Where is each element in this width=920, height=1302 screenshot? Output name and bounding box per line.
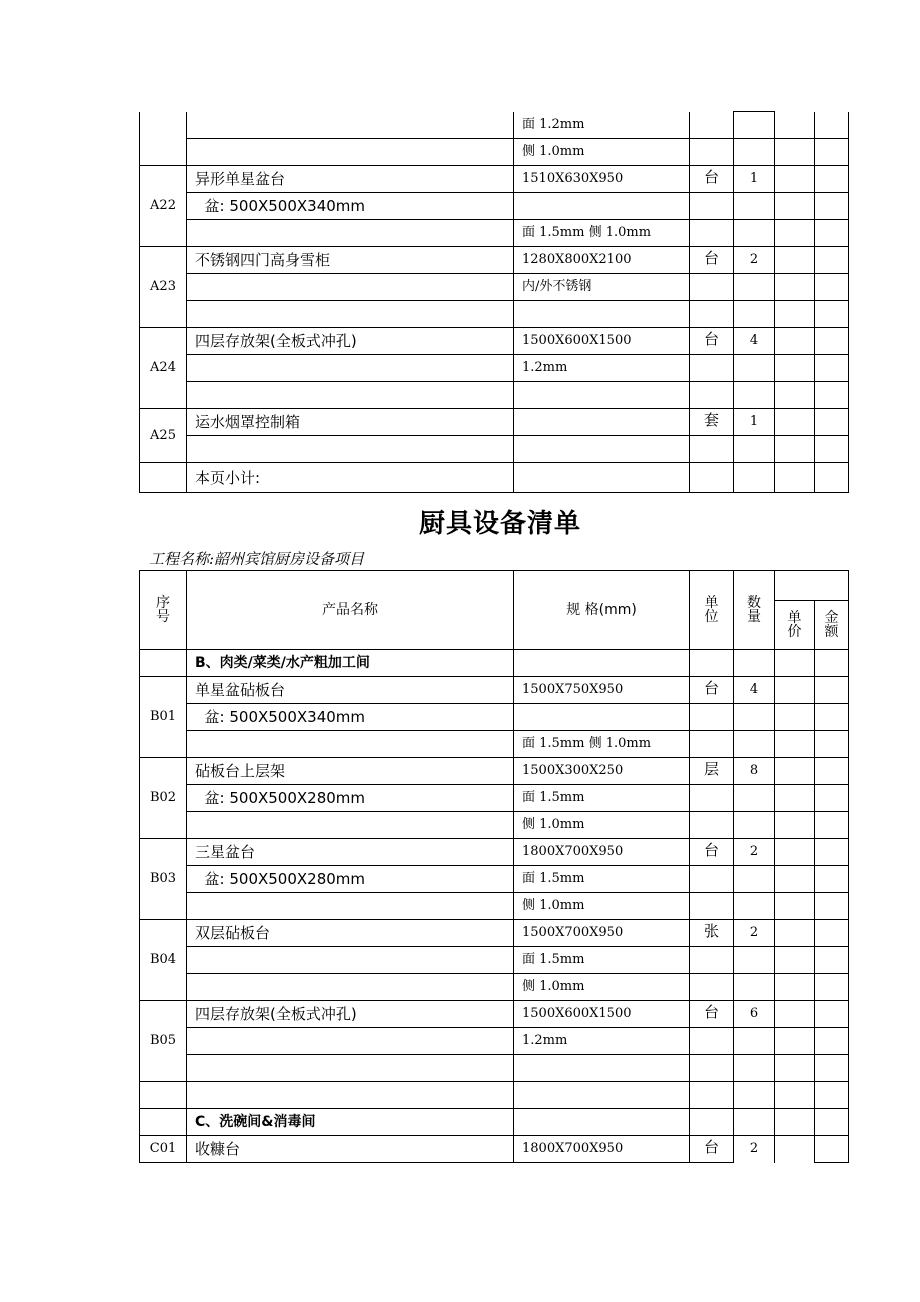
table-row bbox=[140, 839, 849, 866]
header-amount: 金额 bbox=[815, 601, 849, 650]
name-cell: 四层存放架(全板式冲孔) bbox=[187, 1001, 514, 1028]
table-row bbox=[140, 677, 849, 704]
table-row bbox=[140, 704, 849, 731]
spec-cell: 面 1.5mm 侧 1.0mm bbox=[514, 731, 690, 758]
table-row bbox=[140, 1082, 849, 1109]
qty-cell: 2 bbox=[734, 247, 775, 274]
unit-cell: 台 bbox=[690, 1001, 734, 1028]
item-code-cell: A23 bbox=[140, 247, 187, 328]
equipment-table bbox=[139, 570, 849, 1163]
table-row bbox=[140, 166, 849, 193]
table-row bbox=[140, 328, 849, 355]
item-code-cell: B05 bbox=[140, 1001, 187, 1082]
table-row bbox=[140, 947, 849, 974]
spec-cell: 面 1.5mm bbox=[514, 866, 690, 893]
item-code-cell: C01 bbox=[140, 1136, 187, 1163]
name-cell: 不锈钢四门高身雪柜 bbox=[187, 247, 514, 274]
header-seq: 序号 bbox=[140, 571, 187, 650]
item-code-cell: A25 bbox=[140, 409, 187, 463]
name-cell bbox=[187, 112, 514, 139]
project-name: 工程名称:韶州宾馆厨房设备项目 bbox=[149, 550, 365, 568]
header-spec: 规 格(mm) bbox=[514, 571, 690, 650]
spec-cell: 面 1.5mm bbox=[514, 785, 690, 812]
item-code-cell: B01 bbox=[140, 677, 187, 758]
table-row bbox=[140, 785, 849, 812]
name-cell: 盆: 500X500X280mm bbox=[187, 785, 514, 812]
name-cell: 砧板台上层架 bbox=[187, 758, 514, 785]
table-row bbox=[140, 1028, 849, 1055]
spec-cell bbox=[514, 704, 690, 731]
table-row bbox=[140, 731, 849, 758]
name-cell: 单星盆砧板台 bbox=[187, 677, 514, 704]
table-row bbox=[140, 301, 849, 328]
item-code-cell: B04 bbox=[140, 920, 187, 1001]
table-row bbox=[140, 220, 849, 247]
qty-cell: 4 bbox=[734, 328, 775, 355]
table-row bbox=[140, 920, 849, 947]
spec-cell: 1500X750X950 bbox=[514, 677, 690, 704]
qty-cell: 6 bbox=[734, 1001, 775, 1028]
table-row bbox=[140, 974, 849, 1001]
spec-cell: 侧 1.0mm bbox=[514, 139, 690, 166]
unit-cell: 台 bbox=[690, 677, 734, 704]
table-row bbox=[140, 139, 849, 166]
unit-cell: 台 bbox=[690, 166, 734, 193]
name-cell: 四层存放架(全板式冲孔) bbox=[187, 328, 514, 355]
spec-cell: 面 1.5mm bbox=[514, 947, 690, 974]
section-title: B、肉类/菜类/水产粗加工间 bbox=[187, 650, 514, 677]
qty-cell: 2 bbox=[734, 920, 775, 947]
table-row bbox=[140, 247, 849, 274]
spec-cell: 面 1.2mm bbox=[514, 112, 690, 139]
item-code-cell: B03 bbox=[140, 839, 187, 920]
qty-cell: 2 bbox=[734, 1136, 775, 1163]
name-cell: 三星盆台 bbox=[187, 839, 514, 866]
page-title: 厨具设备清单 bbox=[418, 509, 581, 539]
header-row bbox=[140, 571, 849, 601]
item-code-cell: A24 bbox=[140, 328, 187, 409]
spec-cell: 1510X630X950 bbox=[514, 166, 690, 193]
unit-cell: 台 bbox=[690, 328, 734, 355]
table-row bbox=[140, 1055, 849, 1082]
header-name: 产品名称 bbox=[187, 571, 514, 650]
item-code-cell: B02 bbox=[140, 758, 187, 839]
qty-cell: 8 bbox=[734, 758, 775, 785]
spec-cell: 1.2mm bbox=[514, 355, 690, 382]
spec-cell: 1500X700X950 bbox=[514, 920, 690, 947]
spec-cell: 1280X800X2100 bbox=[514, 247, 690, 274]
table-row bbox=[140, 409, 849, 436]
table-row bbox=[140, 274, 849, 301]
qty-cell: 4 bbox=[734, 677, 775, 704]
spec-cell: 侧 1.0mm bbox=[514, 893, 690, 920]
unit-cell: 层 bbox=[690, 758, 734, 785]
unit-cell: 台 bbox=[690, 839, 734, 866]
unit-cell: 台 bbox=[690, 1136, 734, 1163]
spec-cell: 1800X700X950 bbox=[514, 1136, 690, 1163]
table-row bbox=[140, 893, 849, 920]
section-row bbox=[140, 1109, 849, 1136]
header-price: 单价 bbox=[775, 601, 815, 650]
name-cell: 运水烟罩控制箱 bbox=[187, 409, 514, 436]
table-row bbox=[140, 866, 849, 893]
unit-cell: 套 bbox=[690, 409, 734, 436]
table-row bbox=[140, 812, 849, 839]
name-cell: 双层砧板台 bbox=[187, 920, 514, 947]
item-code-cell: A22 bbox=[140, 166, 187, 247]
top-equipment-table bbox=[139, 111, 849, 493]
qty-cell: 1 bbox=[734, 409, 775, 436]
spec-cell: 1500X300X250 bbox=[514, 758, 690, 785]
spec-cell: 侧 1.0mm bbox=[514, 974, 690, 1001]
header-qty: 数量 bbox=[734, 571, 775, 650]
section-row bbox=[140, 650, 849, 677]
unit-cell: 台 bbox=[690, 247, 734, 274]
unit-cell: 张 bbox=[690, 920, 734, 947]
table-row bbox=[140, 1136, 849, 1163]
name-cell: 盆: 500X500X340mm bbox=[187, 193, 514, 220]
qty-cell: 1 bbox=[734, 166, 775, 193]
subtotal-label: 本页小计: bbox=[187, 463, 514, 493]
qty-cell: 2 bbox=[734, 839, 775, 866]
table-row bbox=[140, 355, 849, 382]
spec-cell: 内/外不锈钢 bbox=[514, 274, 690, 301]
name-cell: 盆: 500X500X280mm bbox=[187, 866, 514, 893]
table-row bbox=[140, 758, 849, 785]
name-cell: 盆: 500X500X340mm bbox=[187, 704, 514, 731]
section-title: C、洗碗间&消毒间 bbox=[187, 1109, 514, 1136]
spec-cell: 1500X600X1500 bbox=[514, 328, 690, 355]
table-row bbox=[140, 382, 849, 409]
table-row bbox=[140, 436, 849, 463]
table-row bbox=[140, 193, 849, 220]
table-row bbox=[140, 112, 849, 139]
spec-cell: 面 1.5mm 侧 1.0mm bbox=[514, 220, 690, 247]
table-row bbox=[140, 1001, 849, 1028]
name-cell: 异形单星盆台 bbox=[187, 166, 514, 193]
header-unit: 单位 bbox=[690, 571, 734, 650]
spec-cell: 1800X700X950 bbox=[514, 839, 690, 866]
subtotal-row bbox=[140, 463, 849, 493]
name-cell: 收糠台 bbox=[187, 1136, 514, 1163]
spec-cell: 侧 1.0mm bbox=[514, 812, 690, 839]
item-code-cell bbox=[140, 112, 187, 166]
spec-cell: 1500X600X1500 bbox=[514, 1001, 690, 1028]
spec-cell: 1.2mm bbox=[514, 1028, 690, 1055]
